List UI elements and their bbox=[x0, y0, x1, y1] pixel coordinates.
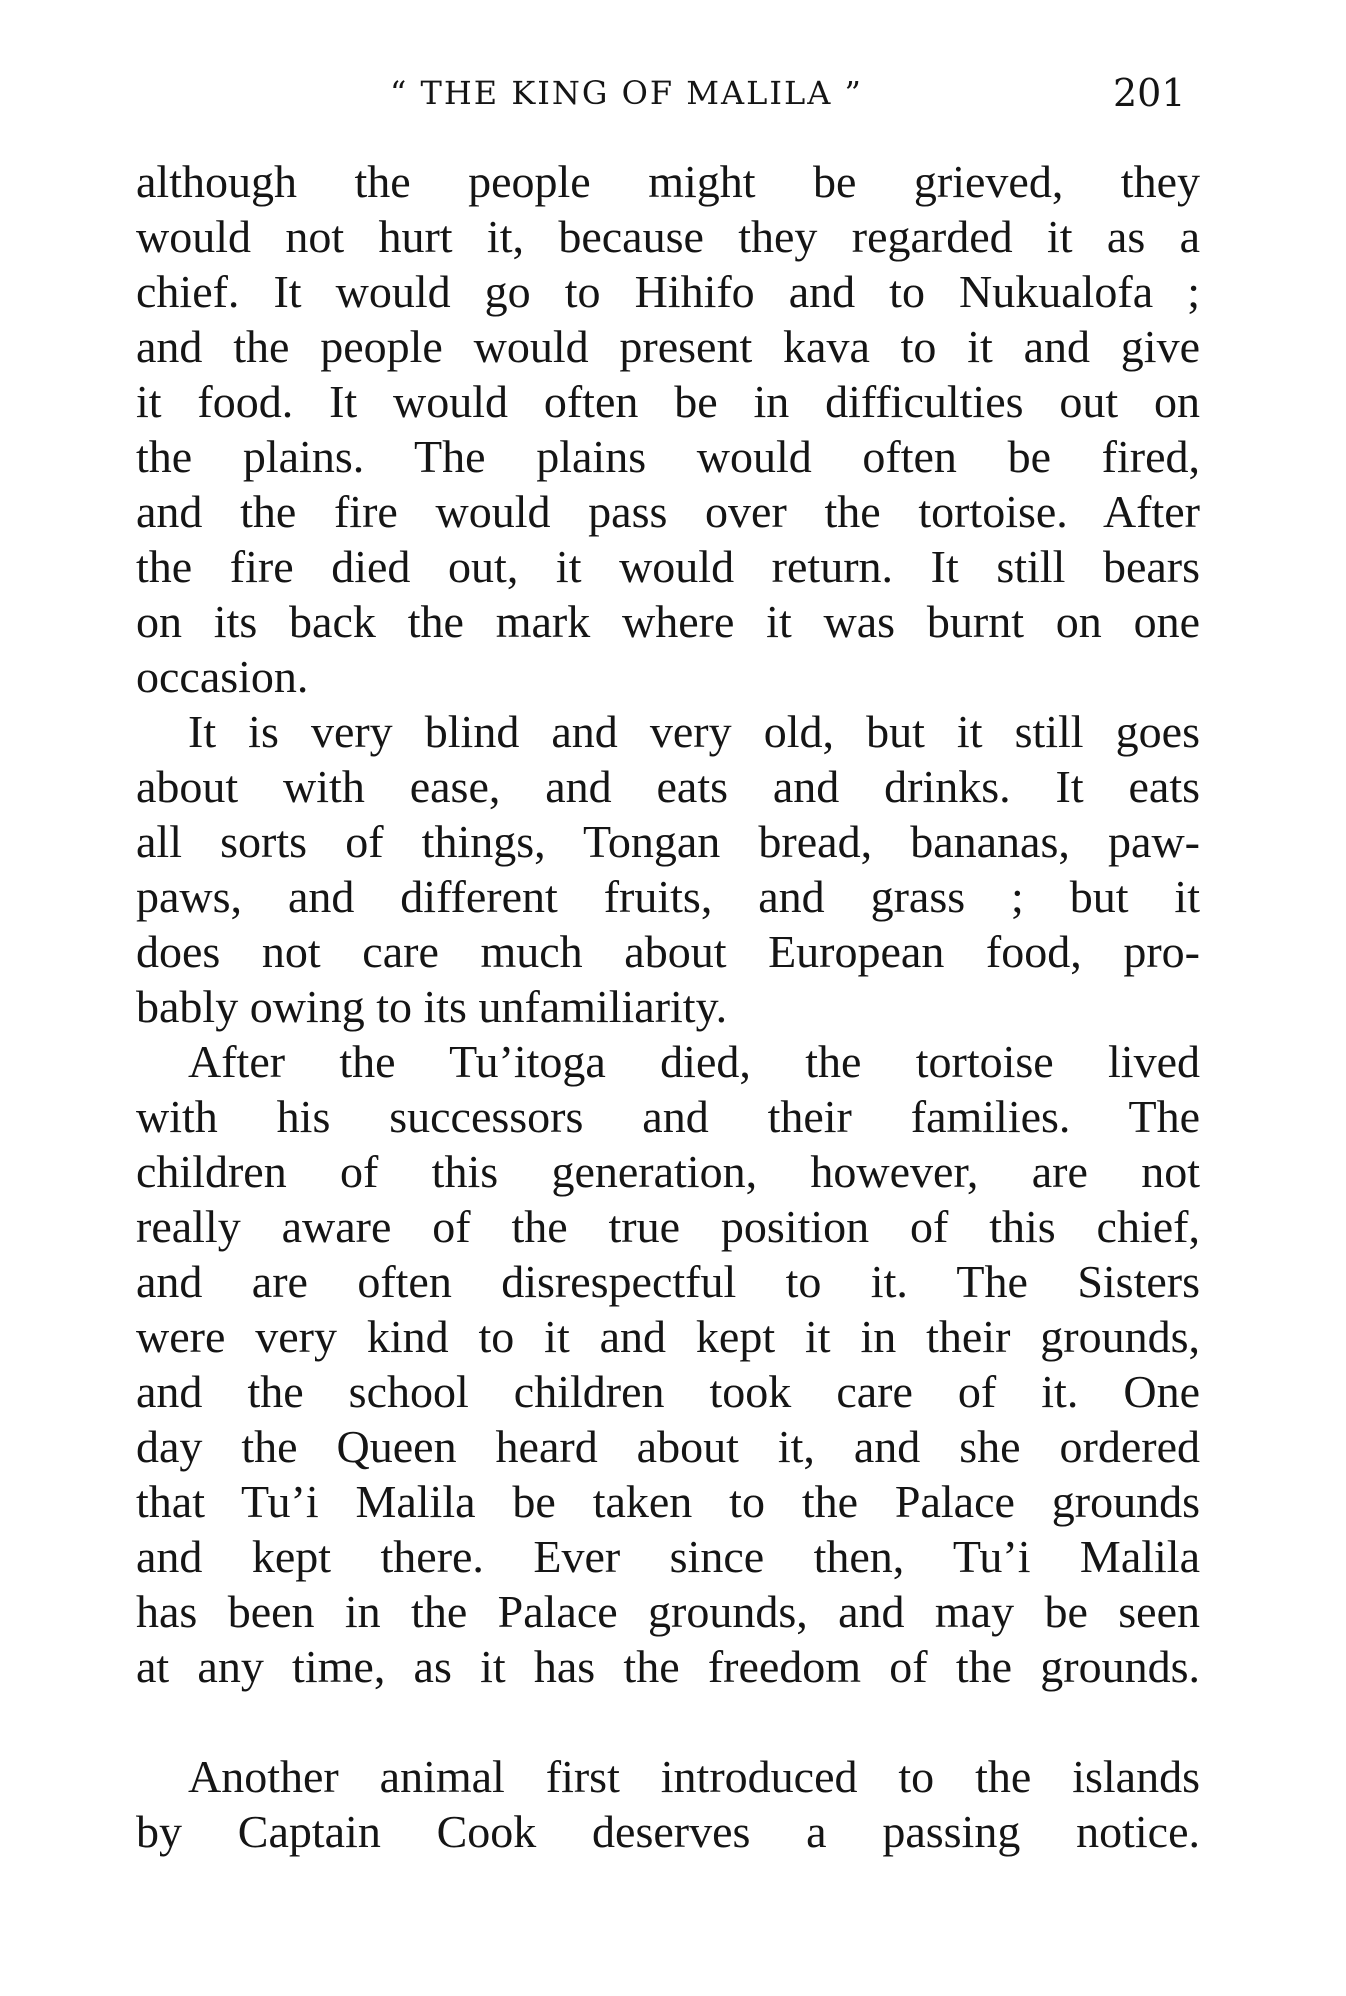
text-line: It is very blind and very old, but it still goes bbox=[188, 706, 1200, 757]
paragraph-4 bbox=[136, 1749, 1200, 1859]
text-line: and the people would present kava to it and give bbox=[136, 321, 1200, 372]
text-line: at any time, as it has the freedom of the grounds. bbox=[136, 1641, 1200, 1692]
text-line: with his successors and their families. The bbox=[136, 1091, 1200, 1142]
running-title: “ THE KING OF MALILA ” bbox=[390, 74, 863, 112]
text-line: day the Queen heard about it, and she ordered bbox=[136, 1421, 1200, 1472]
text-line: about with ease, and eats and drinks. It eats bbox=[136, 761, 1200, 812]
text-line: the fire died out, it would return. It still bears bbox=[136, 541, 1200, 592]
text-line: were very kind to it and kept it in their grounds, bbox=[136, 1311, 1200, 1362]
page-header bbox=[0, 68, 1346, 118]
text-line: and are often disrespectful to it. The Sisters bbox=[136, 1256, 1200, 1307]
text-line: that Tu’i Malila be taken to the Palace grounds bbox=[136, 1476, 1200, 1527]
text-line: occasion. bbox=[136, 651, 309, 702]
text-line: would not hurt it, because they regarded it as a bbox=[136, 211, 1200, 262]
text-line: bably owing to its unfamiliarity. bbox=[136, 981, 728, 1032]
text-line: by Captain Cook deserves a passing notice. bbox=[136, 1806, 1200, 1857]
text-line: chief. It would go to Hihifo and to Nukualofa ; bbox=[136, 266, 1200, 317]
body-text bbox=[136, 154, 1200, 1859]
text-line: really aware of the true position of this chief, bbox=[136, 1201, 1200, 1252]
text-line: children of this generation, however, are not bbox=[136, 1146, 1200, 1197]
page-number: 201 bbox=[1113, 71, 1186, 115]
text-line: Another animal first introduced to the islands bbox=[188, 1751, 1200, 1802]
text-line: all sorts of things, Tongan bread, bananas, paw- bbox=[136, 816, 1200, 867]
text-line: and the school children took care of it. One bbox=[136, 1366, 1200, 1417]
section-gap bbox=[136, 1694, 1200, 1749]
text-line: although the people might be grieved, they bbox=[136, 156, 1200, 207]
text-line: After the Tu’itoga died, the tortoise lived bbox=[188, 1036, 1200, 1087]
text-line: the plains. The plains would often be fired, bbox=[136, 431, 1200, 482]
paragraph-3 bbox=[136, 1034, 1200, 1694]
text-line: and the fire would pass over the tortoise. After bbox=[136, 486, 1200, 537]
paragraph-2 bbox=[136, 704, 1200, 1034]
text-line: on its back the mark where it was burnt on one bbox=[136, 596, 1200, 647]
text-line: and kept there. Ever since then, Tu’i Malila bbox=[136, 1531, 1200, 1582]
paragraph-1 bbox=[136, 154, 1200, 704]
text-line: it food. It would often be in difficulties out on bbox=[136, 376, 1200, 427]
text-line: paws, and different fruits, and grass ; but it bbox=[136, 871, 1200, 922]
text-line: has been in the Palace grounds, and may be seen bbox=[136, 1586, 1200, 1637]
text-line: does not care much about European food, pro- bbox=[136, 926, 1200, 977]
